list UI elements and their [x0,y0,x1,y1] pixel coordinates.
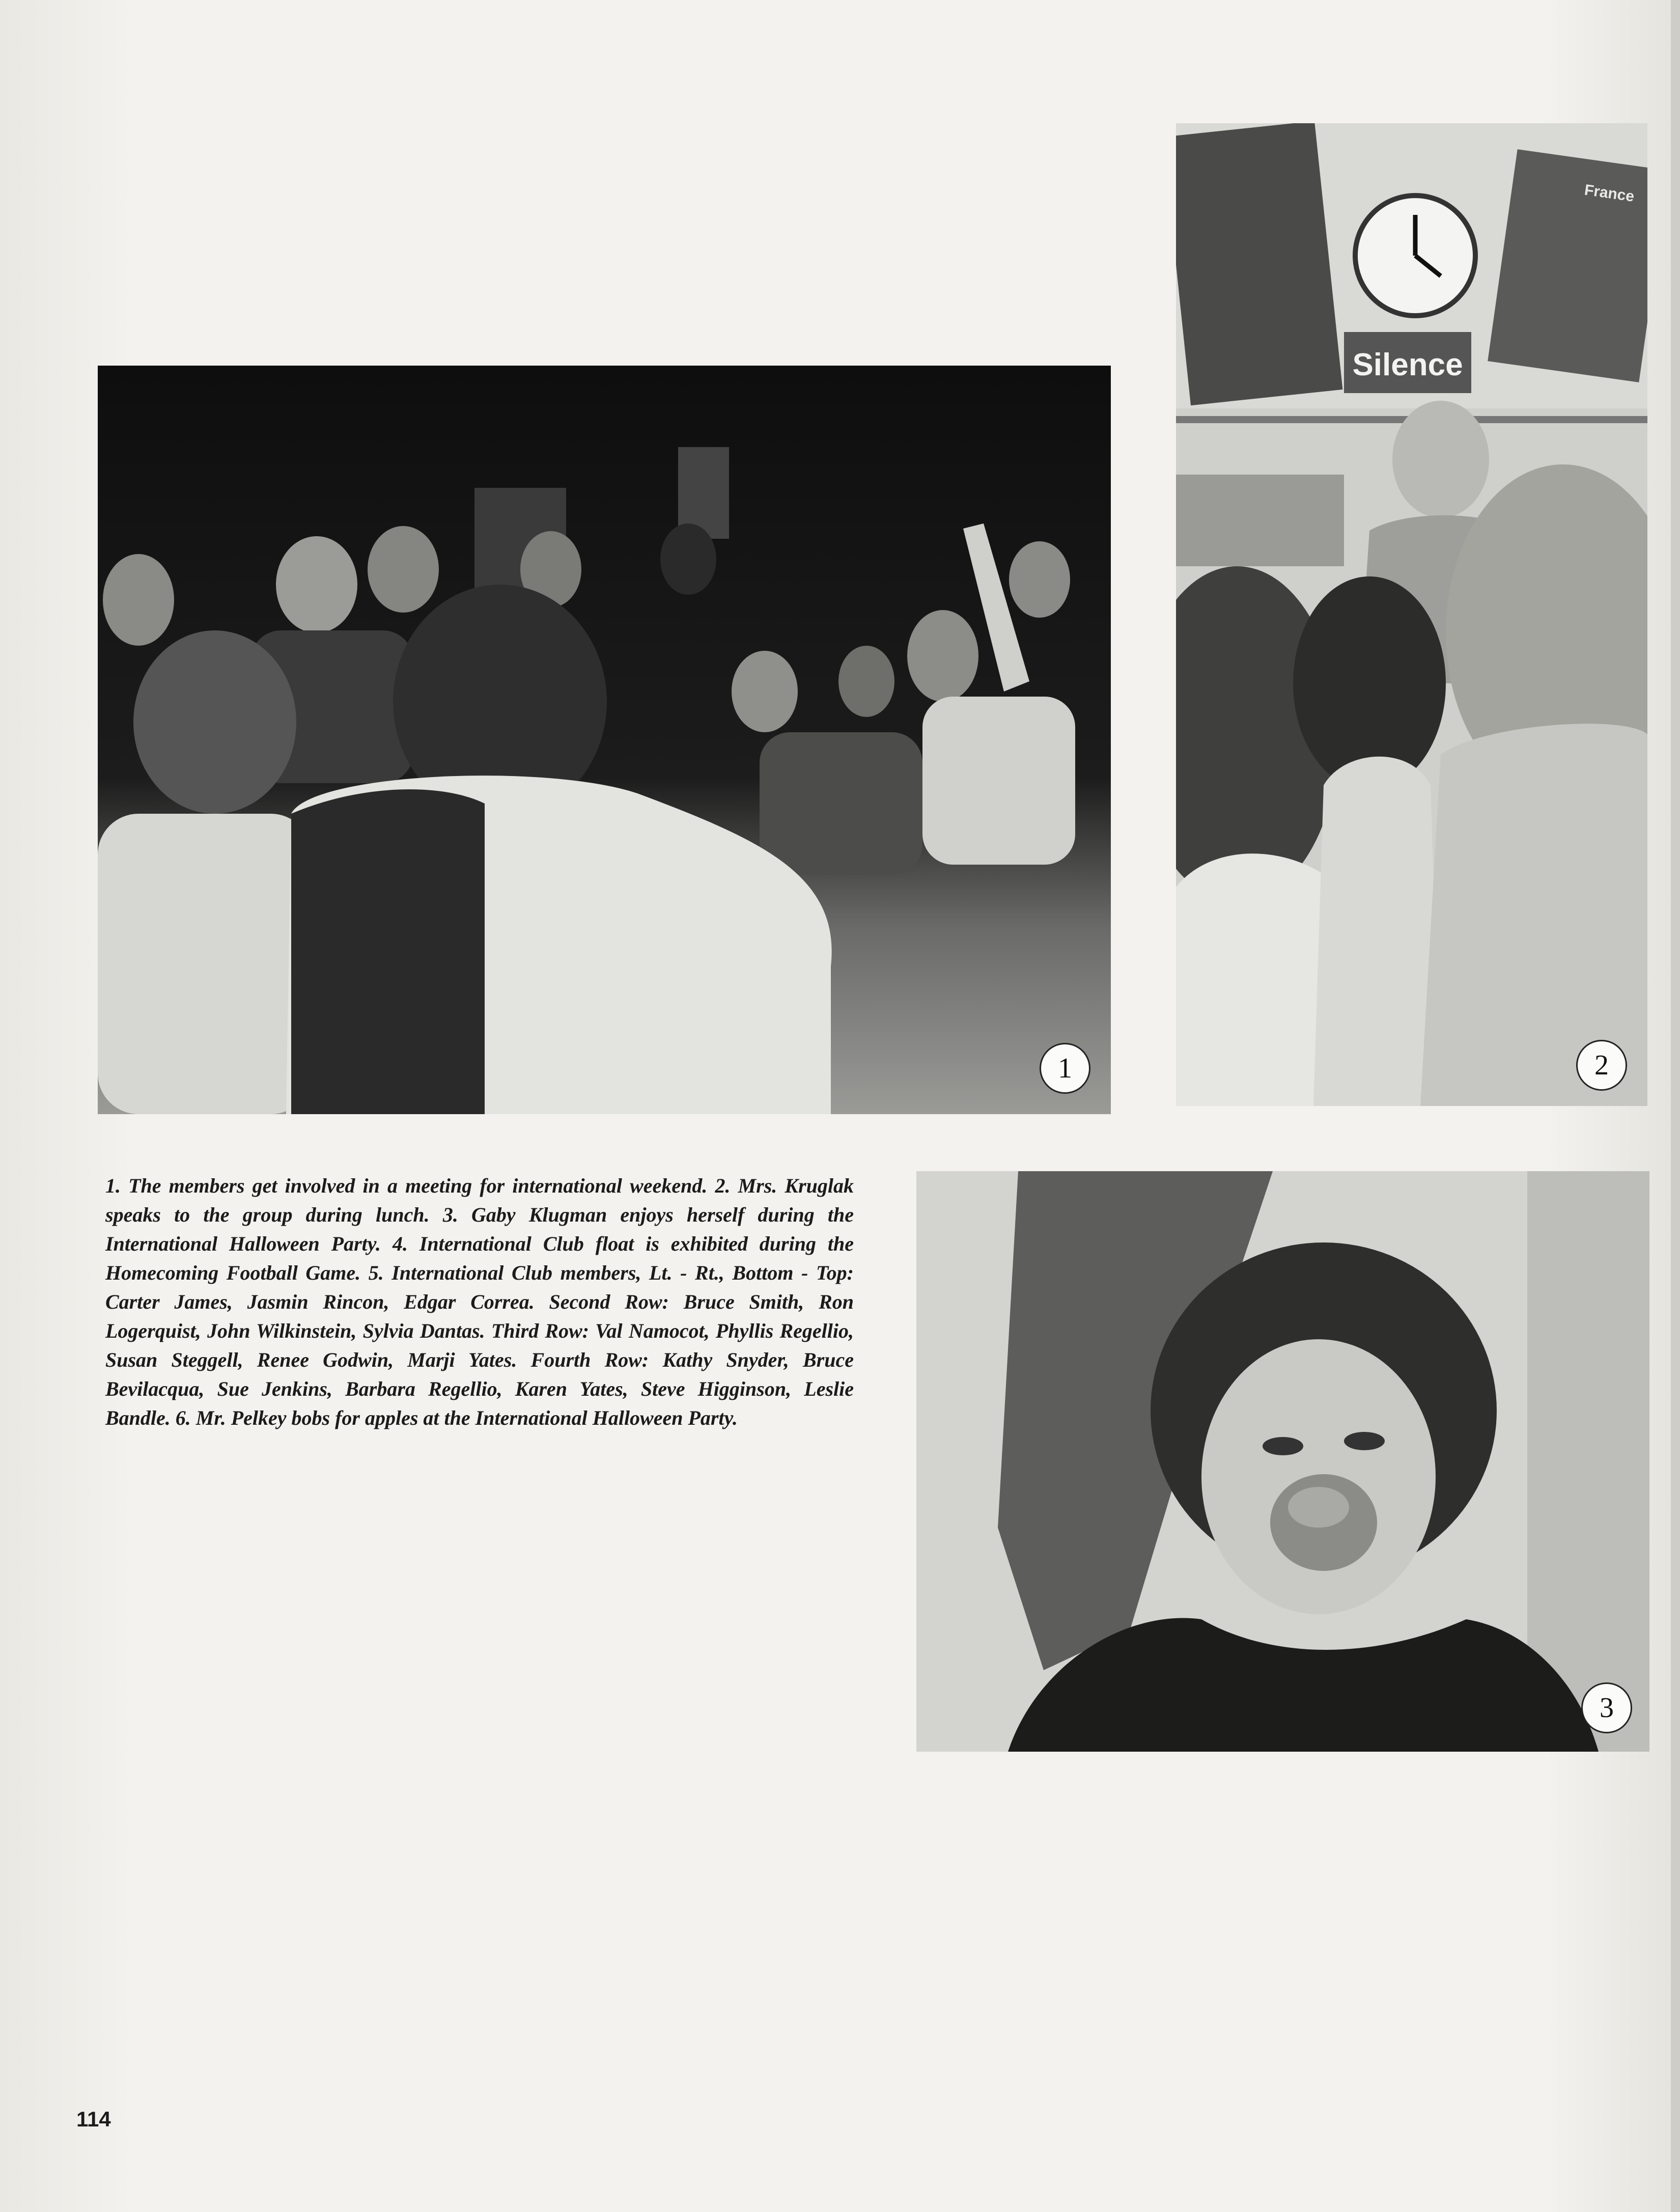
photo-meeting [98,366,1111,1114]
photo-number-2: 2 [1576,1040,1627,1091]
photo-apple-bobbing [916,1171,1649,1752]
photo-number-1: 1 [1040,1043,1090,1094]
page-edge [1671,0,1680,2212]
photo-caption: 1. The members get involved in a meeting for international weekend. 2. Mrs. Kruglak speaks to the group during lunch. 3. Gaby Klugman enjoys herself during the International Halloween Party. 4. International Club float is exhibited during the Homecoming Football Game. 5. International Club members, Lt. - Rt., Bottom - Top: Carter James, Jasmin Rincon, Edgar Correa. Second Row: Bruce Smith, Ron Logerquist, John Wilkinstein, Sylvia Dantas. Third Row: Val Namocot, Phyllis Regellio, Susan Steggell, Renee Godwin, Marji Yates. Fourth Row: Kathy Snyder, Bruce Bevilacqua, Sue Jenkins, Barbara Regellio, Karen Yates, Steve Higginson, Leslie Bandle. 6. Mr. Pelkey bobs for apples at the International Halloween Party. [105,1174,854,1429]
photo-speaker-image [1176,123,1647,1106]
poster-france: France [1583,181,1636,205]
page-number: 114 [76,2107,111,2131]
silence-sign: Silence [1352,347,1463,382]
photo-speaker [1176,123,1647,1106]
photo-number-3: 3 [1581,1682,1632,1733]
photo-meeting-image [98,366,1111,1114]
photo-apple-bobbing-image [916,1171,1649,1752]
